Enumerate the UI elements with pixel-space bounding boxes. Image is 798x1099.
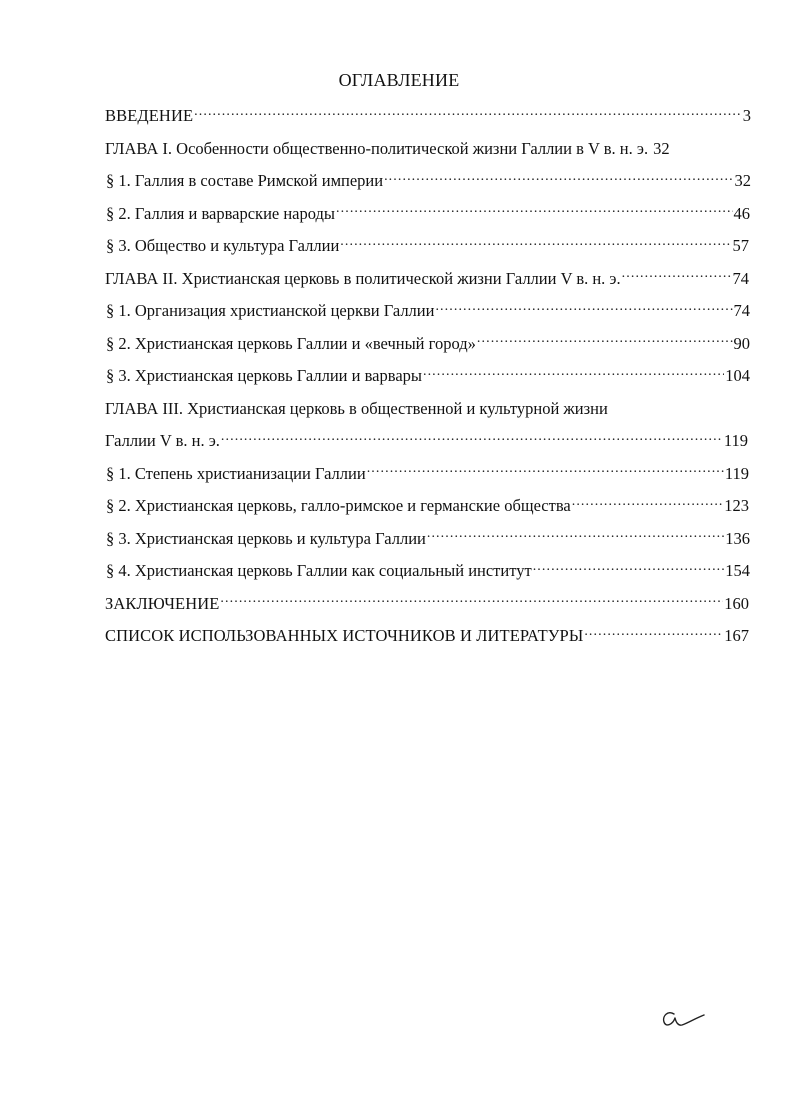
toc-entry-page: 57 bbox=[732, 236, 749, 255]
toc-entry-page: 104 bbox=[725, 366, 750, 385]
toc-entry-page: 119 bbox=[723, 431, 748, 450]
toc-entry-section-2-1[interactable] bbox=[105, 295, 751, 328]
table-of-contents bbox=[105, 100, 751, 653]
toc-entry-label: § 2. Христианская церковь Галлии и «вечный город» bbox=[106, 333, 476, 353]
toc-leader-dots bbox=[584, 625, 723, 642]
toc-entry-label: § 2. Христианская церковь, галло-римское и германские общества bbox=[106, 496, 571, 515]
toc-entry-page: 74 bbox=[733, 301, 750, 320]
toc-entry-chapter-1[interactable] bbox=[105, 133, 751, 166]
toc-entry-section-1-3[interactable] bbox=[105, 230, 751, 263]
toc-entry-page: 167 bbox=[724, 626, 749, 645]
toc-entry-section-3-1[interactable] bbox=[105, 458, 751, 491]
toc-entry-section-3-2[interactable] bbox=[105, 490, 751, 523]
toc-entry-page: 90 bbox=[733, 333, 750, 353]
toc-leader-dots bbox=[340, 235, 731, 252]
toc-leader-dots bbox=[384, 170, 733, 187]
toc-entry-label: § 3. Общество и культура Галлии bbox=[106, 236, 340, 255]
toc-entry-section-2-3[interactable] bbox=[105, 360, 751, 393]
toc-entry-label: ГЛАВА III. Христианская церковь в общественной и культурной жизни bbox=[105, 398, 608, 418]
toc-entry-label: ГЛАВА I. Особенности общественно-политической жизни Галлии в V в. н. э. bbox=[105, 138, 649, 158]
toc-entry-chapter-2[interactable] bbox=[105, 263, 751, 296]
toc-entry-conclusion[interactable] bbox=[105, 588, 751, 621]
toc-entry-page: 3 bbox=[742, 106, 751, 125]
toc-leader-dots bbox=[367, 462, 724, 479]
toc-entry-section-1-2[interactable] bbox=[105, 198, 751, 231]
toc-entry-section-2-2[interactable] bbox=[105, 328, 751, 361]
toc-entry-label: § 3. Христианская церковь Галлии и варвары bbox=[106, 366, 422, 385]
toc-entry-page: 32 bbox=[734, 171, 751, 190]
toc-leader-dots bbox=[572, 495, 724, 512]
toc-entry-label: СПИСОК ИСПОЛЬЗОВАННЫХ ИСТОЧНИКОВ И ЛИТЕРАТУРЫ bbox=[105, 626, 584, 645]
toc-entry-bibliography[interactable] bbox=[105, 620, 751, 653]
toc-entry-section-1-1[interactable] bbox=[105, 165, 751, 198]
toc-entry-label: § 4. Христианская церковь Галлии как социальный институт bbox=[106, 561, 532, 580]
toc-leader-dots bbox=[194, 105, 742, 122]
toc-leader-dots bbox=[477, 332, 733, 349]
toc-entry-page: 123 bbox=[724, 496, 749, 515]
toc-entry-label: § 2. Галлия и варварские народы bbox=[106, 203, 336, 223]
toc-leader-dots bbox=[427, 527, 724, 544]
toc-leader-dots bbox=[435, 300, 732, 317]
toc-entry-page: 136 bbox=[725, 528, 750, 548]
toc-leader-dots bbox=[220, 592, 723, 609]
toc-entry-label: § 3. Христианская церковь и культура Галлии bbox=[106, 528, 426, 548]
toc-entry-section-3-3[interactable] bbox=[105, 523, 751, 556]
toc-leader-dots bbox=[533, 560, 725, 577]
toc-entry-page: 119 bbox=[724, 463, 749, 483]
toc-leader-dots bbox=[336, 202, 732, 219]
toc-leader-dots bbox=[622, 267, 732, 284]
page-title: ОГЛАВЛЕНИЕ bbox=[338, 70, 460, 90]
handwritten-signature bbox=[660, 1004, 706, 1032]
toc-entry-page: 32 bbox=[653, 138, 670, 158]
toc-entry-introduction[interactable] bbox=[105, 100, 751, 133]
toc-entry-chapter-3-head[interactable] bbox=[105, 393, 751, 426]
toc-entry-label: Галлии V в. н. э. bbox=[105, 431, 220, 450]
toc-entry-page: 74 bbox=[732, 268, 749, 288]
toc-entry-section-3-4[interactable] bbox=[105, 555, 751, 588]
toc-entry-label: § 1. Галлия в составе Римской империи bbox=[106, 171, 384, 190]
toc-entry-label: ЗАКЛЮЧЕНИЕ bbox=[105, 593, 220, 613]
toc-entry-page: 154 bbox=[725, 561, 750, 580]
toc-entry-page: 46 bbox=[733, 203, 750, 223]
toc-entry-page: 160 bbox=[724, 593, 749, 613]
toc-entry-chapter-3-cont[interactable] bbox=[105, 425, 751, 458]
toc-leader-dots bbox=[221, 430, 723, 447]
toc-entry-label: § 1. Организация христианской церкви Галлии bbox=[106, 301, 435, 320]
toc-leader-dots bbox=[423, 365, 724, 382]
toc-entry-label: ГЛАВА II. Христианская церковь в политической жизни Галлии V в. н. э. bbox=[105, 268, 621, 288]
toc-entry-label: ВВЕДЕНИЕ bbox=[105, 106, 194, 125]
toc-entry-label: § 1. Степень христианизации Галлии bbox=[106, 463, 366, 483]
